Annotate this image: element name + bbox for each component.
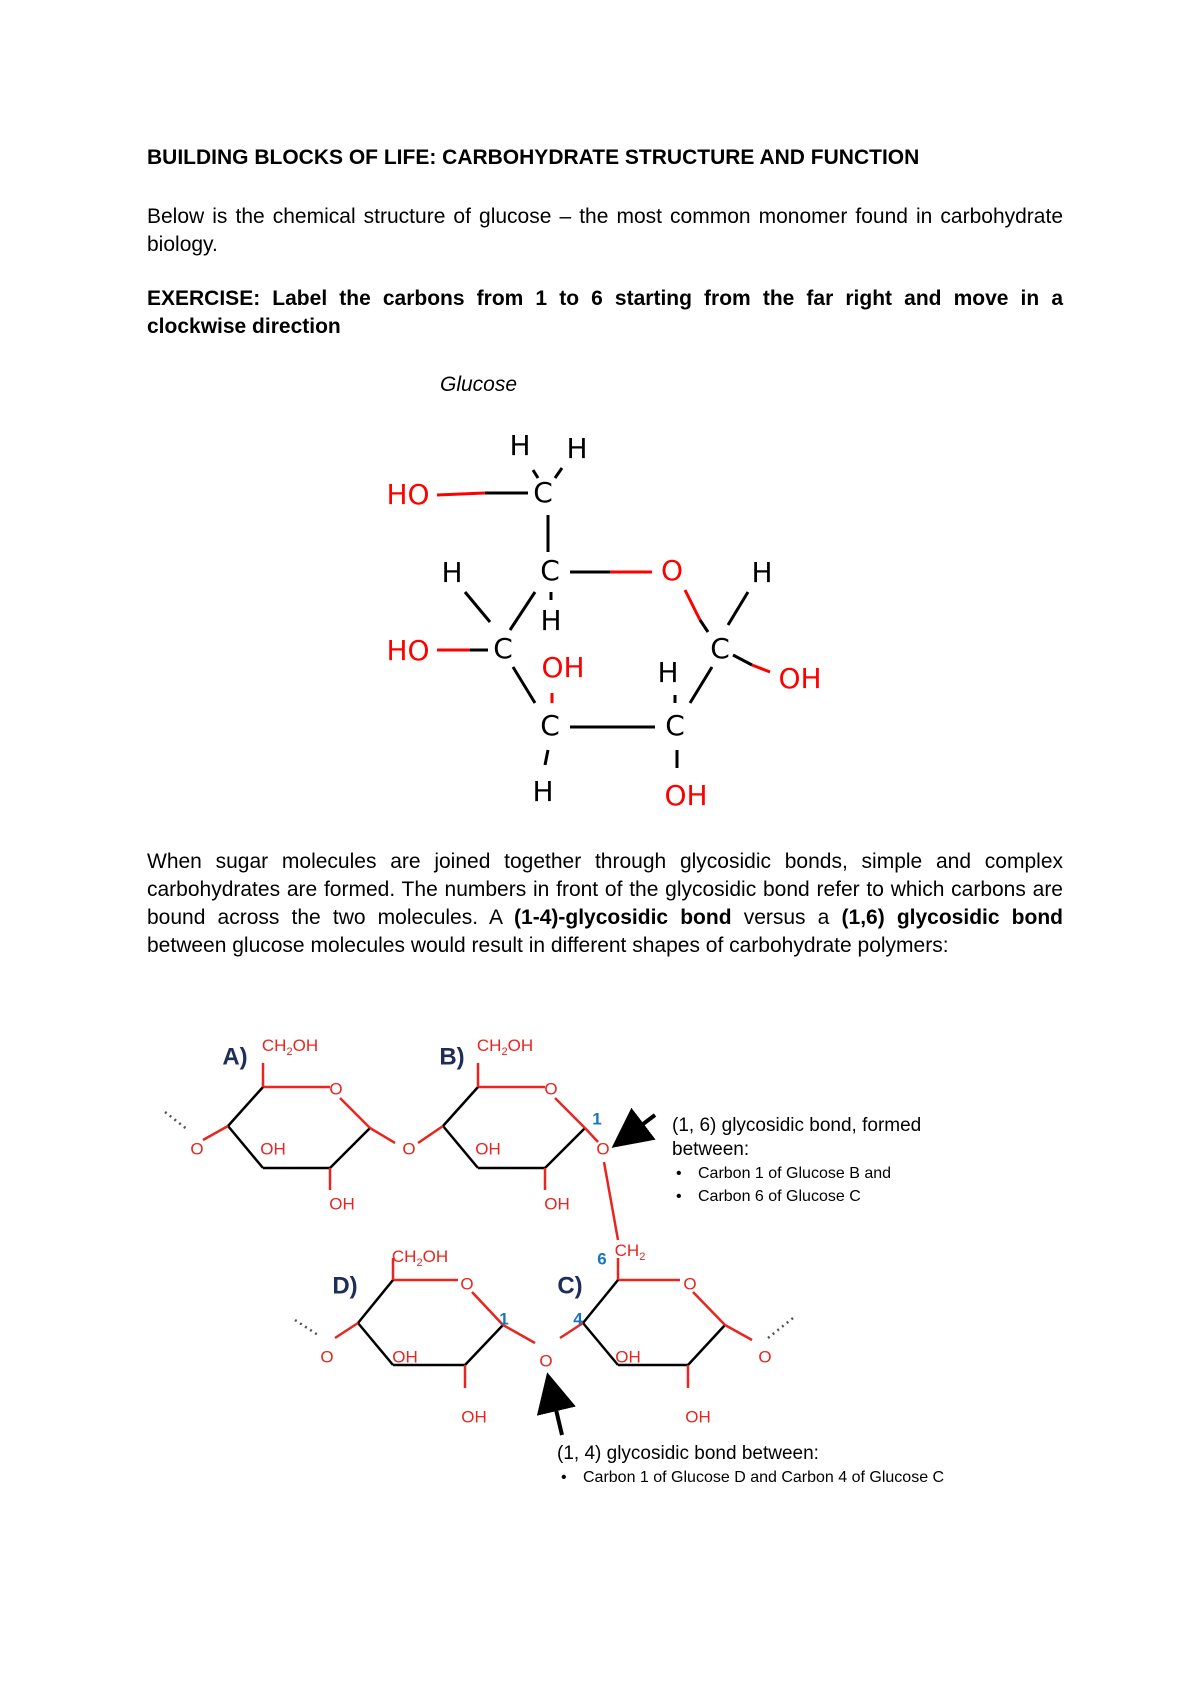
- chain-continuation-left-bottom: [295, 1320, 318, 1335]
- c-oh-c3: OH: [685, 1407, 711, 1427]
- group-oh-c3: OH: [541, 651, 585, 684]
- bond-ho-c6: [437, 493, 485, 495]
- d-ring-o: O: [460, 1274, 474, 1294]
- bonds-text-1: When sugar molecules are joined together through glycosidic bonds, simple and complex carbohydrates are formed. The numbers in front of the glycosidic bond refer to which carbons are bound across the two molecules. A: [147, 850, 1063, 929]
- bond16-item-2: Carbon 6 of Glucose C: [698, 1188, 861, 1205]
- atom-h-c4-top: H: [441, 556, 463, 589]
- atom-c6: C: [533, 476, 553, 509]
- d-left-o: O: [320, 1347, 334, 1367]
- chain-continuation-right-bottom: [768, 1318, 793, 1338]
- bond16-item-1: Carbon 1 of Glucose B and: [698, 1165, 892, 1182]
- d-carbon-1-number: 1: [499, 1309, 509, 1329]
- atom-c1: C: [710, 632, 730, 665]
- atom-h-c3: H: [532, 775, 554, 808]
- bond-c4-c3: [513, 667, 535, 703]
- b-oh-c2: OH: [475, 1139, 501, 1159]
- atom-h-c5: H: [540, 604, 562, 637]
- atom-h-c1: H: [751, 556, 773, 589]
- bond14-item-1: Carbon 1 of Glucose D and Carbon 4 of Glucose C: [583, 1469, 945, 1486]
- b-ring-o: O: [544, 1079, 558, 1099]
- atom-c2: C: [665, 709, 685, 742]
- c-carbon-6-number: 6: [597, 1249, 607, 1269]
- bond14-title: (1, 4) glycosidic bond between:: [557, 1443, 819, 1464]
- a-ring-o: O: [329, 1079, 343, 1099]
- a-left-o: O: [190, 1139, 204, 1159]
- arrow-16-bond: [618, 1115, 655, 1143]
- bond-14-term: (1-4)-glycosidic bond: [514, 906, 732, 929]
- group-ho-c4: HO: [386, 634, 430, 667]
- atom-c5: C: [540, 554, 560, 587]
- b-carbon-1-number: 1: [592, 1109, 602, 1129]
- c-oh-c2: OH: [615, 1347, 641, 1367]
- bonds-text-2: versus a: [731, 906, 842, 929]
- bond-o-c1: [685, 590, 700, 620]
- b-ch2oh: $CH_2OH$: [476, 1036, 534, 1058]
- bond-c1-oh: [733, 655, 752, 665]
- a-oh-c3: OH: [329, 1194, 355, 1214]
- glucose-ring-b: [418, 1063, 618, 1240]
- label-glucose-a: A): [222, 1043, 248, 1071]
- intro-paragraph: Below is the chemical structure of glucose – the most common monomer found in carbohydrate biology.: [147, 205, 1063, 256]
- page-title: BUILDING BLOCKS OF LIFE: CARBOHYDRATE STRUCTURE AND FUNCTION: [147, 146, 920, 169]
- bond-o-c1-b: [700, 620, 708, 632]
- exercise-instruction: EXERCISE: Label the carbons from 1 to 6 starting from the far right and move in a clockwise direction: [147, 287, 1063, 338]
- c-carbon-4-number: 4: [573, 1309, 583, 1329]
- bond-c5-c4: [510, 592, 535, 630]
- bond-c1-h: [728, 592, 748, 625]
- bond16-title-line1: (1, 6) glycosidic bond, formed: [672, 1115, 922, 1136]
- bond-c1-oh-red: [752, 665, 770, 672]
- bond16-bullet-2: •: [676, 1188, 682, 1205]
- bond-16-term: (1,6) glycosidic bond: [841, 906, 1063, 929]
- a-oh-c2: OH: [260, 1139, 286, 1159]
- atom-c3: C: [540, 709, 560, 742]
- c-ch2: $CH_2$: [614, 1241, 646, 1263]
- group-oh-c2: OH: [664, 779, 708, 812]
- atom-c4: C: [493, 632, 513, 665]
- glucose-caption: Glucose: [440, 373, 518, 396]
- c-right-o: O: [758, 1347, 772, 1367]
- glucose-ring-c: [560, 1258, 752, 1388]
- bond-c2-c1: [690, 667, 712, 703]
- d-oh-c3: OH: [461, 1407, 487, 1427]
- c-ring-o: O: [683, 1274, 697, 1294]
- group-ho-c6: HO: [386, 478, 430, 511]
- label-glucose-c: C): [557, 1272, 583, 1300]
- label-glucose-d: D): [332, 1272, 358, 1300]
- atom-h-c2: H: [657, 656, 679, 689]
- arrow-14-bond: [549, 1380, 562, 1435]
- a-ch2oh: $CH_2OH$: [261, 1036, 319, 1058]
- group-oh-c1: OH: [778, 662, 822, 695]
- bonds-text-3: between glucose molecules would result in different shapes of carbohydrate polymers:: [147, 934, 949, 957]
- chain-continuation-left-top: [165, 1112, 188, 1130]
- d-oh-c2: OH: [392, 1347, 418, 1367]
- b-oh-c3: OH: [544, 1194, 570, 1214]
- dc-link-o: O: [539, 1351, 553, 1371]
- bond-c4-h: [465, 592, 490, 622]
- glycosidic-bond-diagram: [0, 1020, 1200, 1520]
- label-glucose-b: B): [439, 1043, 465, 1071]
- atom-h-c6-right: H: [566, 432, 588, 465]
- bond16-bullet-1: •: [676, 1165, 682, 1182]
- bond16-title-line2: between:: [672, 1139, 750, 1160]
- ab-link-o: O: [402, 1139, 416, 1159]
- bond14-bullet-1: •: [561, 1469, 567, 1486]
- atom-h-c6-left: H: [509, 429, 531, 462]
- bond-c6-h-right: [555, 468, 562, 478]
- atom-o-ring: O: [660, 554, 684, 587]
- bonds-paragraph: [147, 848, 1063, 960]
- glucose-structure-diagram: [0, 420, 1200, 820]
- d-ch2oh: $CH_2OH$: [391, 1247, 449, 1269]
- bc-link-o: O: [596, 1139, 610, 1159]
- glucose-ring-a: [203, 1063, 395, 1190]
- bond-c3-h: [545, 750, 548, 765]
